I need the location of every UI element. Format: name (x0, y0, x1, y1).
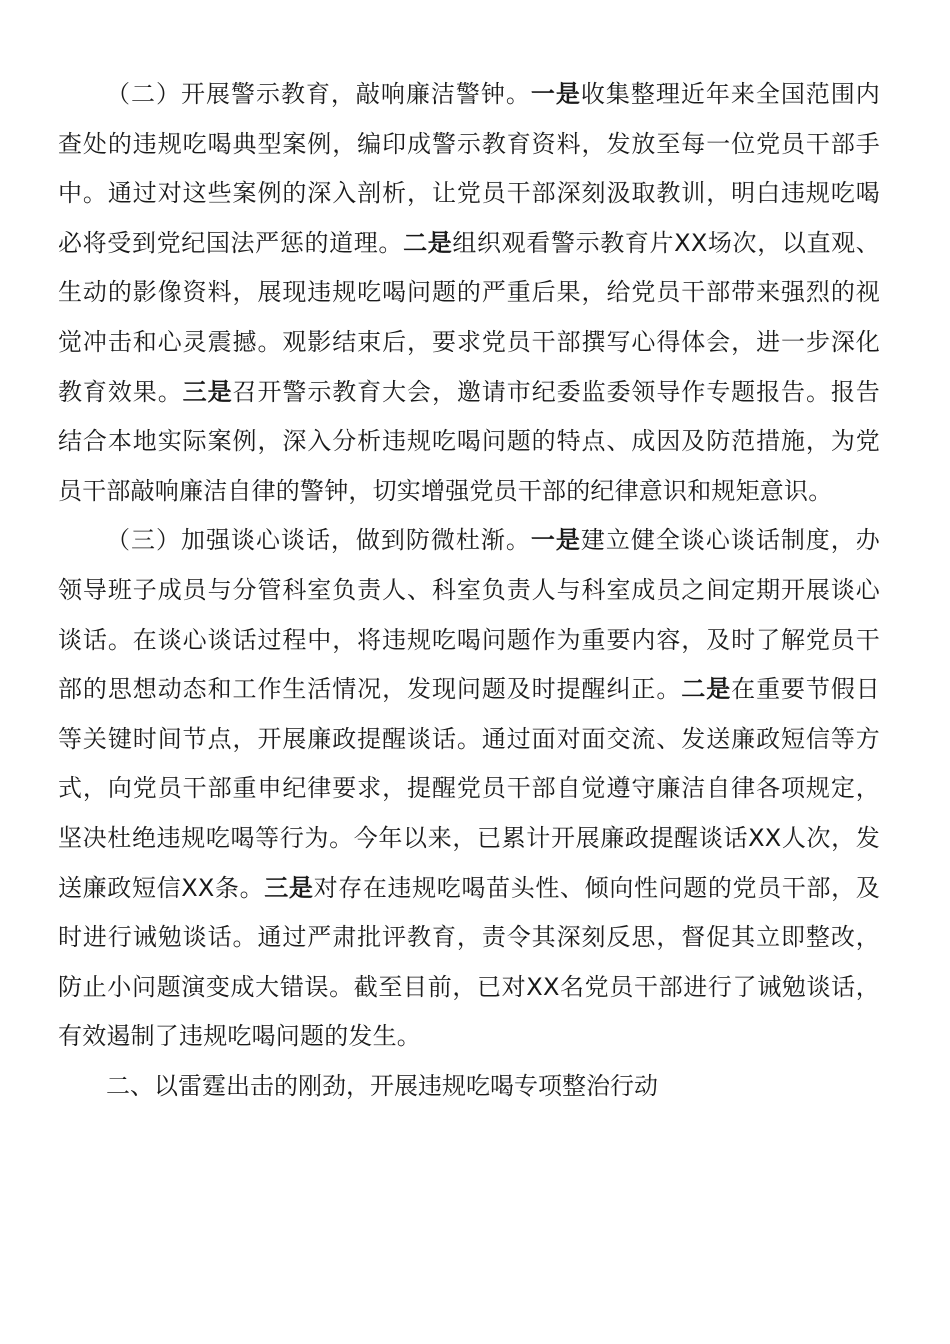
point-text: 对存在违规吃喝苗头性、倾向性问题的党员干部，及时进行诫勉谈话。通过严肃批评教育，责令其深刻反思，督促其立即整改，防止小问题演变成大错误。截至目前，已对XX名党员干部进行了诫勉谈话，有效遏制了违规吃喝问题的发生。 (58, 873, 880, 1051)
point-marker: 三是 (264, 873, 314, 902)
paragraph-heart-talks (58, 516, 880, 1062)
point-marker: 二是 (403, 228, 453, 257)
paragraph-warning-education (58, 70, 880, 516)
point-marker: 一是 (530, 80, 581, 108)
point-text: 组织观看警示教育片XX场次，以直观、生动的影像资料，展现违规吃喝问题的严重后果，给党员干部带来强烈的视觉冲击和心灵震撼。观影结束后，要求党员干部撰写心得体会，进一步深化教育效果。 (58, 228, 880, 406)
point-marker: 二是 (681, 675, 732, 704)
point-text: 收集整理近年来全国范围内查处的违规吃喝典型案例，编印成警示教育资料，发放至每一位党员干部手中。通过对这些案例的深入剖析，让党员干部深刻汲取教训，明白违规吃喝必将受到党纪国法严惩的道理。 (58, 80, 880, 257)
point-text: 建立健全谈心谈话制度，办领导班子成员与分管科室负责人、科室负责人与科室成员之间定期开展谈心谈话。在谈心谈话过程中，将违规吃喝问题作为重要内容，及时了解党员干部的思想动态和工作生活情况，发现问题及时提醒纠正。 (58, 526, 880, 704)
document-page (58, 70, 880, 1111)
section-heading: （二）开展警示教育，敲响廉洁警钟。 (106, 80, 531, 108)
point-text: 在重要节假日等关键时间节点，开展廉政提醒谈话。通过面对面交流、发送廉政短信等方式，向党员干部重申纪律要求，提醒党员干部自觉遵守廉洁自律各项规定，坚决杜绝违规吃喝等行为。今年以来，已累计开展廉政提醒谈话XX人次，发送廉政短信XX条。 (58, 675, 881, 902)
closing-heading: 二、以雷霆出击的刚劲，开展违规吃喝专项整治行动 (106, 1071, 658, 1100)
point-text: 召开警示教育大会，邀请市纪委监委领导作专题报告。报告结合本地实际案例，深入分析违规吃喝问题的特点、成因及防范措施，为党员干部敲响廉洁自律的警钟，切实增强党员干部的纪律意识和规矩意识。 (58, 377, 881, 505)
point-marker: 三是 (182, 377, 233, 406)
section-heading: （三）加强谈心谈话，做到防微杜渐。 (106, 526, 531, 555)
point-marker: 一是 (530, 526, 581, 555)
